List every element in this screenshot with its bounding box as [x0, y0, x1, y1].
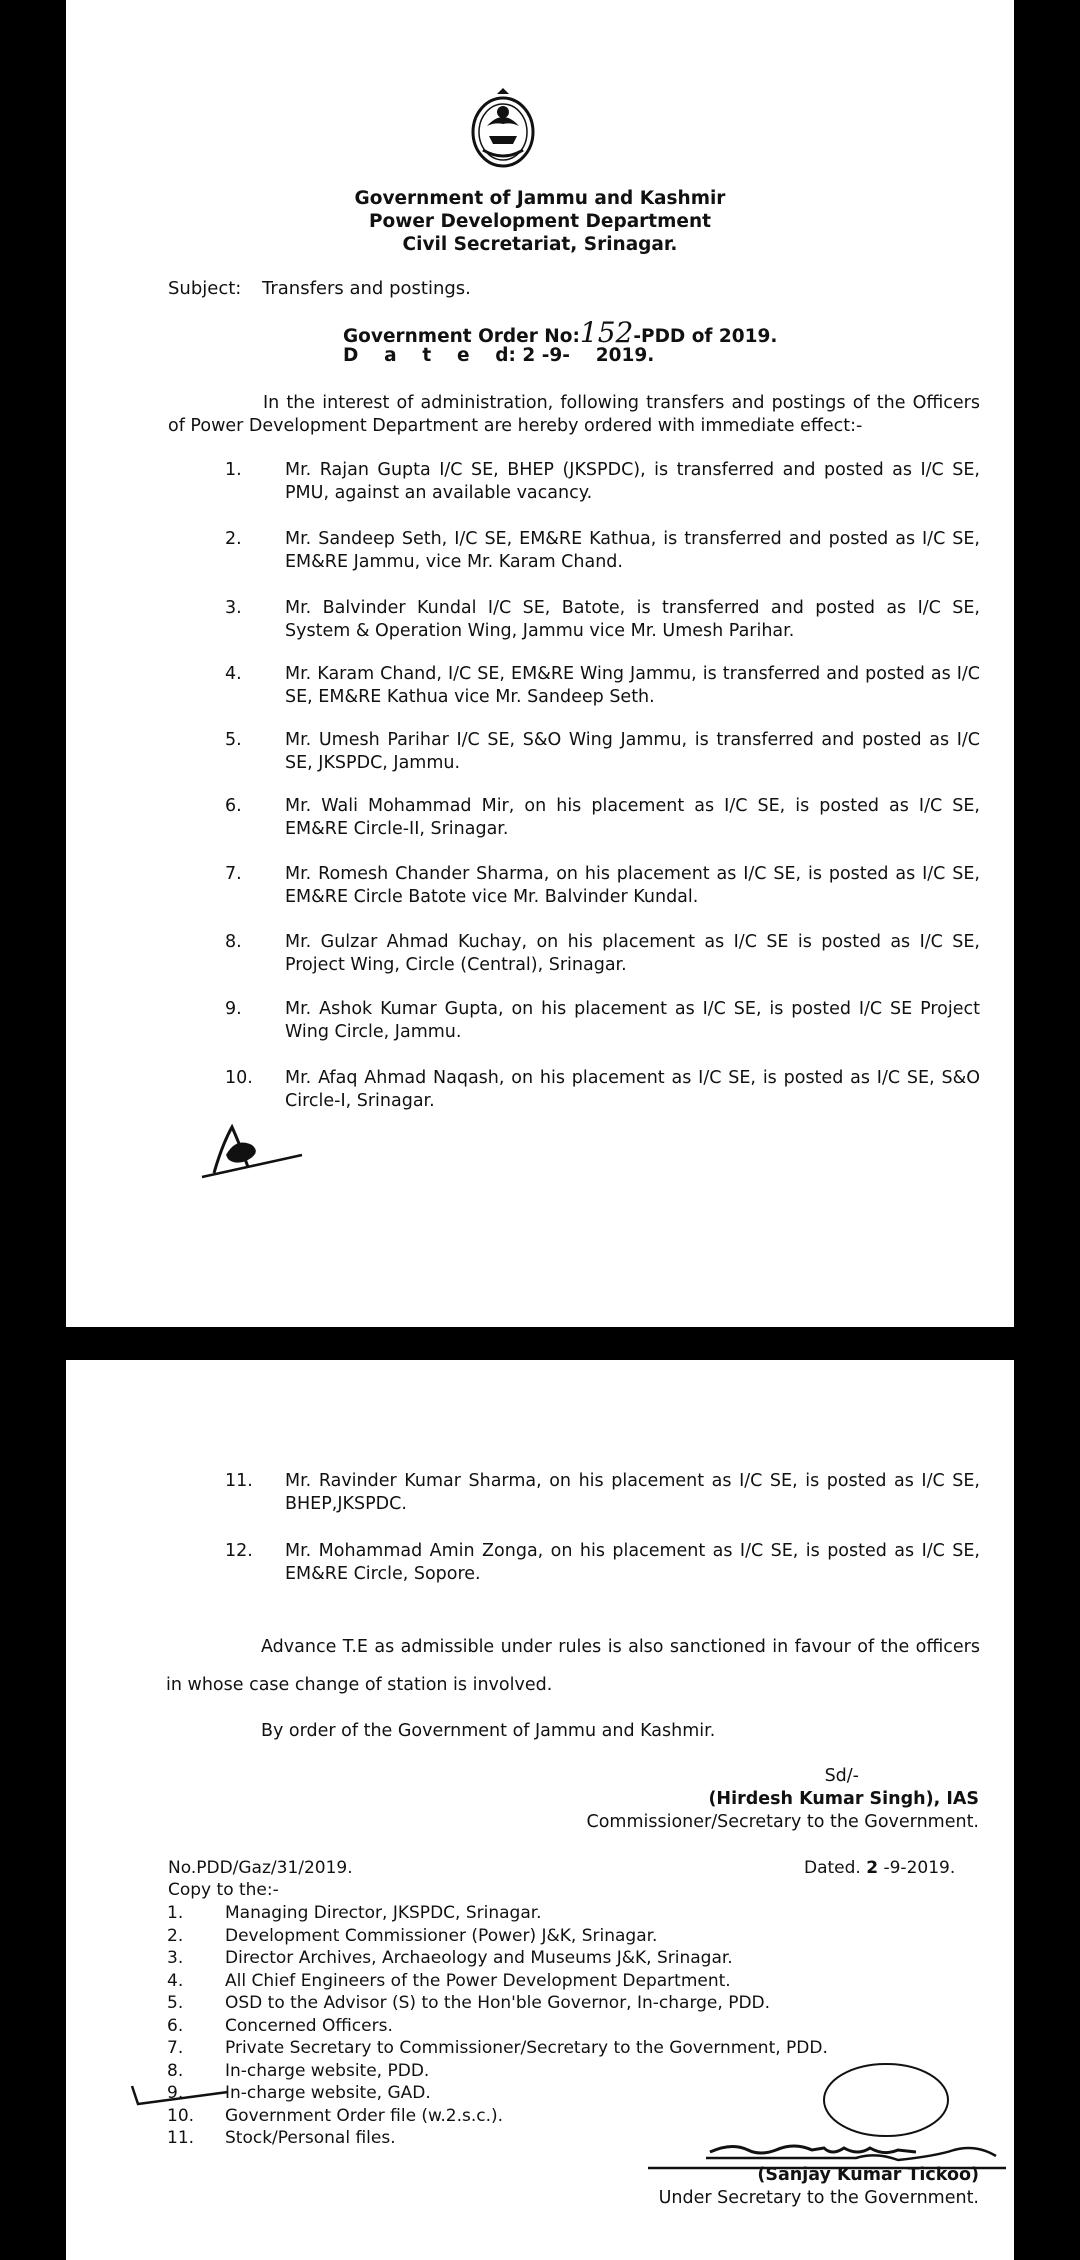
order-suffix: -PDD of 2019.: [633, 326, 778, 347]
item-text: Mr. Balvinder Kundal I/C SE, Batote, is transferred and posted as I/C SE, System & Operation Wing, Jammu vice Mr. Umesh Parihar.: [285, 598, 980, 641]
item-text: Mr. Rajan Gupta I/C SE, BHEP (JKSPDC), is transferred and posted as I/C SE, PMU, against an available vacancy.: [285, 460, 980, 503]
reference-number: No.PDD/Gaz/31/2019.: [168, 1858, 353, 1878]
copy-item-number: 7.: [167, 2038, 184, 2058]
copy-item-number: 9.: [167, 2083, 184, 2103]
initials-signature-icon: [200, 1115, 310, 1185]
state-emblem-icon: [467, 88, 539, 170]
item-text: Mr. Gulzar Ahmad Kuchay, on his placement as I/C SE is posted as I/C SE, Project Wing, Circle (Central), Srinagar.: [285, 932, 980, 975]
item-text: Mr. Afaq Ahmad Naqash, on his placement as I/C SE, is posted as I/C SE, S&O Circle-I, Srinagar.: [285, 1068, 980, 1111]
by-order-line: By order of the Government of Jammu and Kashmir.: [261, 1721, 716, 1741]
reference-day: 2: [866, 1858, 879, 1878]
item-number: 7.: [225, 864, 242, 884]
signatory-name: (Hirdesh Kumar Singh), IAS: [708, 1789, 979, 1809]
copy-item-text: Development Commissioner (Power) J&K, Srinagar.: [225, 1925, 658, 1946]
item-text: Mr. Wali Mohammad Mir, on his placement as I/C SE, is posted as I/C SE, EM&RE Circle-II, Srinagar.: [285, 796, 980, 839]
item-text: Mr. Karam Chand, I/C SE, EM&RE Wing Jammu, is transferred and posted as I/C SE, EM&RE Kathua vice Mr. Sandeep Seth.: [285, 664, 980, 707]
copy-item-text: Private Secretary to Commissioner/Secretary to the Government, PDD.: [225, 2038, 828, 2058]
copy-item-number: 10.: [167, 2105, 195, 2126]
item-number: 10.: [225, 1068, 253, 1088]
handwritten-tick-mark-icon: [128, 2082, 238, 2112]
copy-item-number: 11.: [167, 2128, 195, 2148]
copy-item-text: All Chief Engineers of the Power Development Department.: [225, 1970, 731, 1991]
copy-item-number: 6.: [167, 2015, 184, 2036]
sd-mark: Sd/-: [824, 1766, 859, 1786]
reference-date: [804, 1857, 955, 1880]
item-text: Mr. Ashok Kumar Gupta, on his placement as I/C SE, is posted I/C SE Project Wing Circle, Jammu.: [285, 999, 980, 1042]
item-text: Mr. Ravinder Kumar Sharma, on his placement as I/C SE, is posted as I/C SE, BHEP,JKSPDC.: [285, 1471, 980, 1514]
signatory-designation: Commissioner/Secretary to the Government.: [586, 1812, 979, 1832]
header-office: Civil Secretariat, Srinagar.: [402, 234, 678, 255]
item-number: 5.: [225, 730, 242, 750]
copy-item-number: 8.: [167, 2060, 184, 2081]
copy-item-text: Director Archives, Archaeology and Museums J&K, Srinagar.: [225, 1948, 733, 1968]
item-number: 8.: [225, 932, 242, 952]
subject-text: Transfers and postings.: [262, 278, 471, 299]
copy-item-number: 5.: [167, 1993, 184, 2013]
copy-item-text: Concerned Officers.: [225, 2015, 393, 2036]
order-number: 152: [579, 316, 634, 349]
header-department: Power Development Department: [369, 211, 711, 232]
item-number: 12.: [225, 1541, 253, 1561]
copy-item-number: 3.: [167, 1948, 184, 1968]
order-dated-label: D a t e d:: [343, 345, 516, 366]
item-number: 4.: [225, 664, 242, 684]
item-text: Mr. Mohammad Amin Zonga, on his placement as I/C SE, is posted as I/C SE, EM&RE Circle, Sopore.: [285, 1541, 980, 1584]
copy-item-number: 1.: [167, 1903, 184, 1923]
item-text: Mr. Romesh Chander Sharma, on his placement as I/C SE, is posted as I/C SE, EM&RE Circle Batote vice Mr. Balvinder Kundal.: [285, 864, 980, 907]
copy-item-text: Government Order file (w.2.s.c.).: [225, 2105, 504, 2126]
reference-date-rest: -9-2019.: [883, 1858, 956, 1878]
reference-dated-label: Dated.: [804, 1858, 861, 1878]
copy-item-text: Managing Director, JKSPDC, Srinagar.: [225, 1903, 542, 1923]
undersecretary-designation: Under Secretary to the Government.: [658, 2188, 979, 2208]
subject-label: Subject:: [168, 278, 242, 299]
order-prefix: Government Order No:: [343, 326, 580, 347]
intro-paragraph: In the interest of administration, following transfers and postings of the Officers of Power Development Department are hereby ordered with immediate effect:-: [168, 393, 980, 436]
copy-item-number: 2.: [167, 1925, 184, 1946]
item-text: Mr. Umesh Parihar I/C SE, S&O Wing Jammu, is transferred and posted as I/C SE, JKSPDC, Jammu.: [285, 730, 980, 773]
advance-te-paragraph: Advance T.E as admissible under rules is also sanctioned in favour of the officers in whose case change of station is involved.: [166, 1637, 980, 1695]
order-date-line: [343, 345, 654, 366]
undersecretary-name: (Sanjay Kumar Tickoo): [757, 2165, 979, 2185]
item-number: 11.: [225, 1471, 253, 1491]
copy-item-text: In-charge website, GAD.: [225, 2083, 431, 2103]
item-number: 3.: [225, 598, 242, 618]
item-number: 6.: [225, 796, 242, 816]
header-government: Government of Jammu and Kashmir: [354, 188, 726, 209]
copy-item-number: 4.: [167, 1970, 184, 1991]
item-number: 9.: [225, 999, 242, 1019]
order-date-rest: -9- 2019.: [541, 345, 655, 366]
item-number: 2.: [225, 529, 242, 549]
copy-item-text: In-charge website, PDD.: [225, 2060, 430, 2081]
order-day: 2: [522, 345, 536, 366]
item-number: 1.: [225, 460, 242, 480]
copy-item-text: OSD to the Advisor (S) to the Hon'ble Governor, In-charge, PDD.: [225, 1993, 771, 2013]
item-text: Mr. Sandeep Seth, I/C SE, EM&RE Kathua, is transferred and posted as I/C SE, EM&RE Jammu, vice Mr. Karam Chand.: [285, 529, 980, 572]
copy-to-label: Copy to the:-: [168, 1880, 279, 1900]
copy-item-text: Stock/Personal files.: [225, 2128, 396, 2148]
